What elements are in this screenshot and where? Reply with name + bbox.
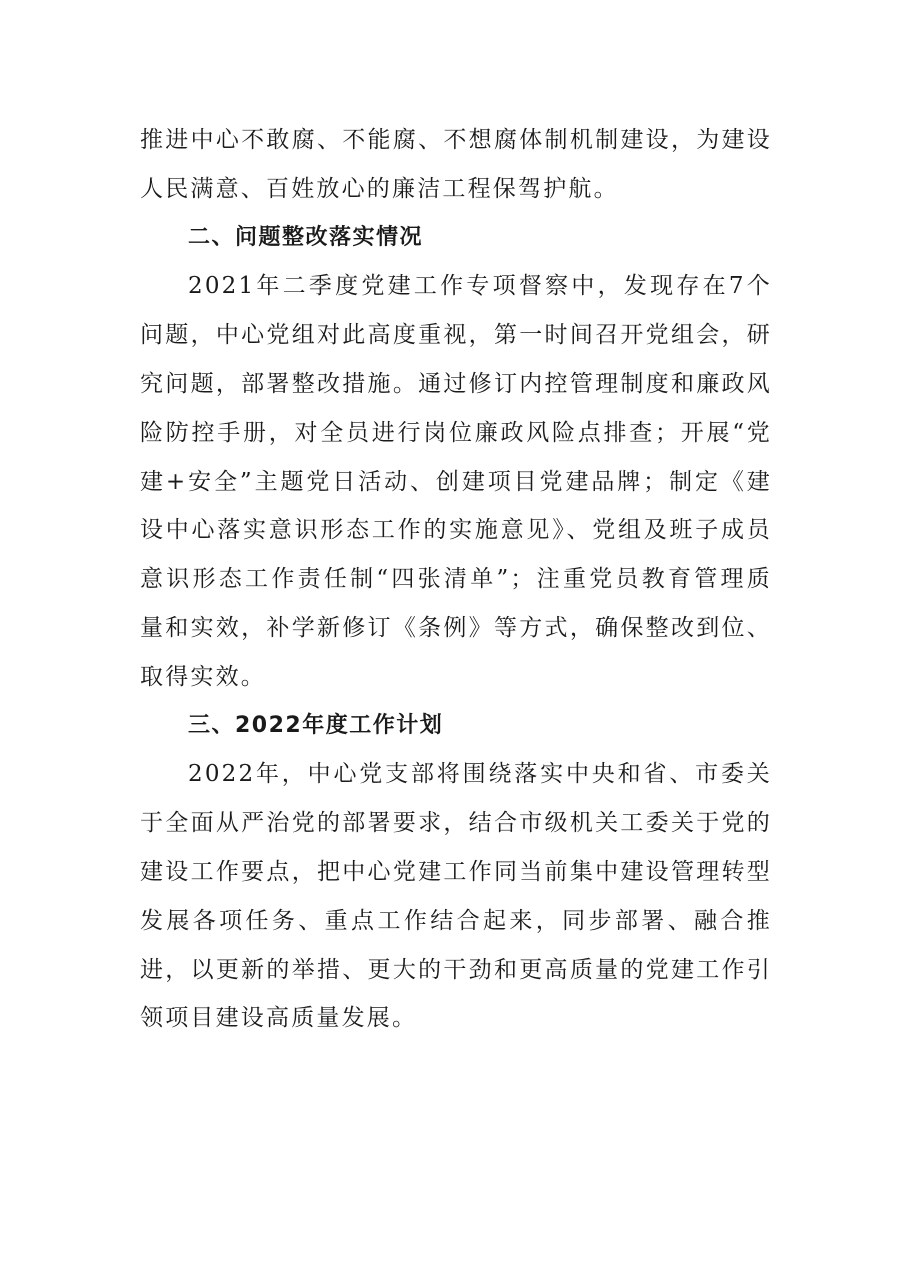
continuation-paragraph: 推进中心不敢腐、不能腐、不想腐体制机制建设，为建设人民满意、百姓放心的廉洁工程保驾护航。 xyxy=(140,127,772,202)
section-two-heading: 二、问题整改落实情况 xyxy=(188,224,424,250)
section-three-heading: 三、2022年度工作计划 xyxy=(188,712,444,738)
section-two-paragraph: 2021年二季度党建工作专项督察中，发现存在7个问题，中心党组对此高度重视，第一时间召开党组会，研究问题，部署整改措施。通过修订内控管理制度和廉政风险防控手册，对全员进行岗位廉政风险点排查；开展“党建+安全”主题党日活动、创建项目党建品牌；制定《建设中心落实意识形态工作的实施意见》、党组及班子成员意识形态工作责任制“四张清单”；注重党员教育管理质量和实效，补学新修订《条例》等方式，确保整改到位、取得实效。 xyxy=(140,273,772,690)
document-body xyxy=(140,116,772,1043)
section-three-paragraph: 2022年，中心党支部将围绕落实中央和省、市委关于全面从严治党的部署要求，结合市级机关工委关于党的建设工作要点，把中心党建工作同当前集中建设管理转型发展各项任务、重点工作结合起来，同步部署、融合推进，以更新的举措、更大的干劲和更高质量的党建工作引领项目建设高质量发展。 xyxy=(140,761,772,1032)
